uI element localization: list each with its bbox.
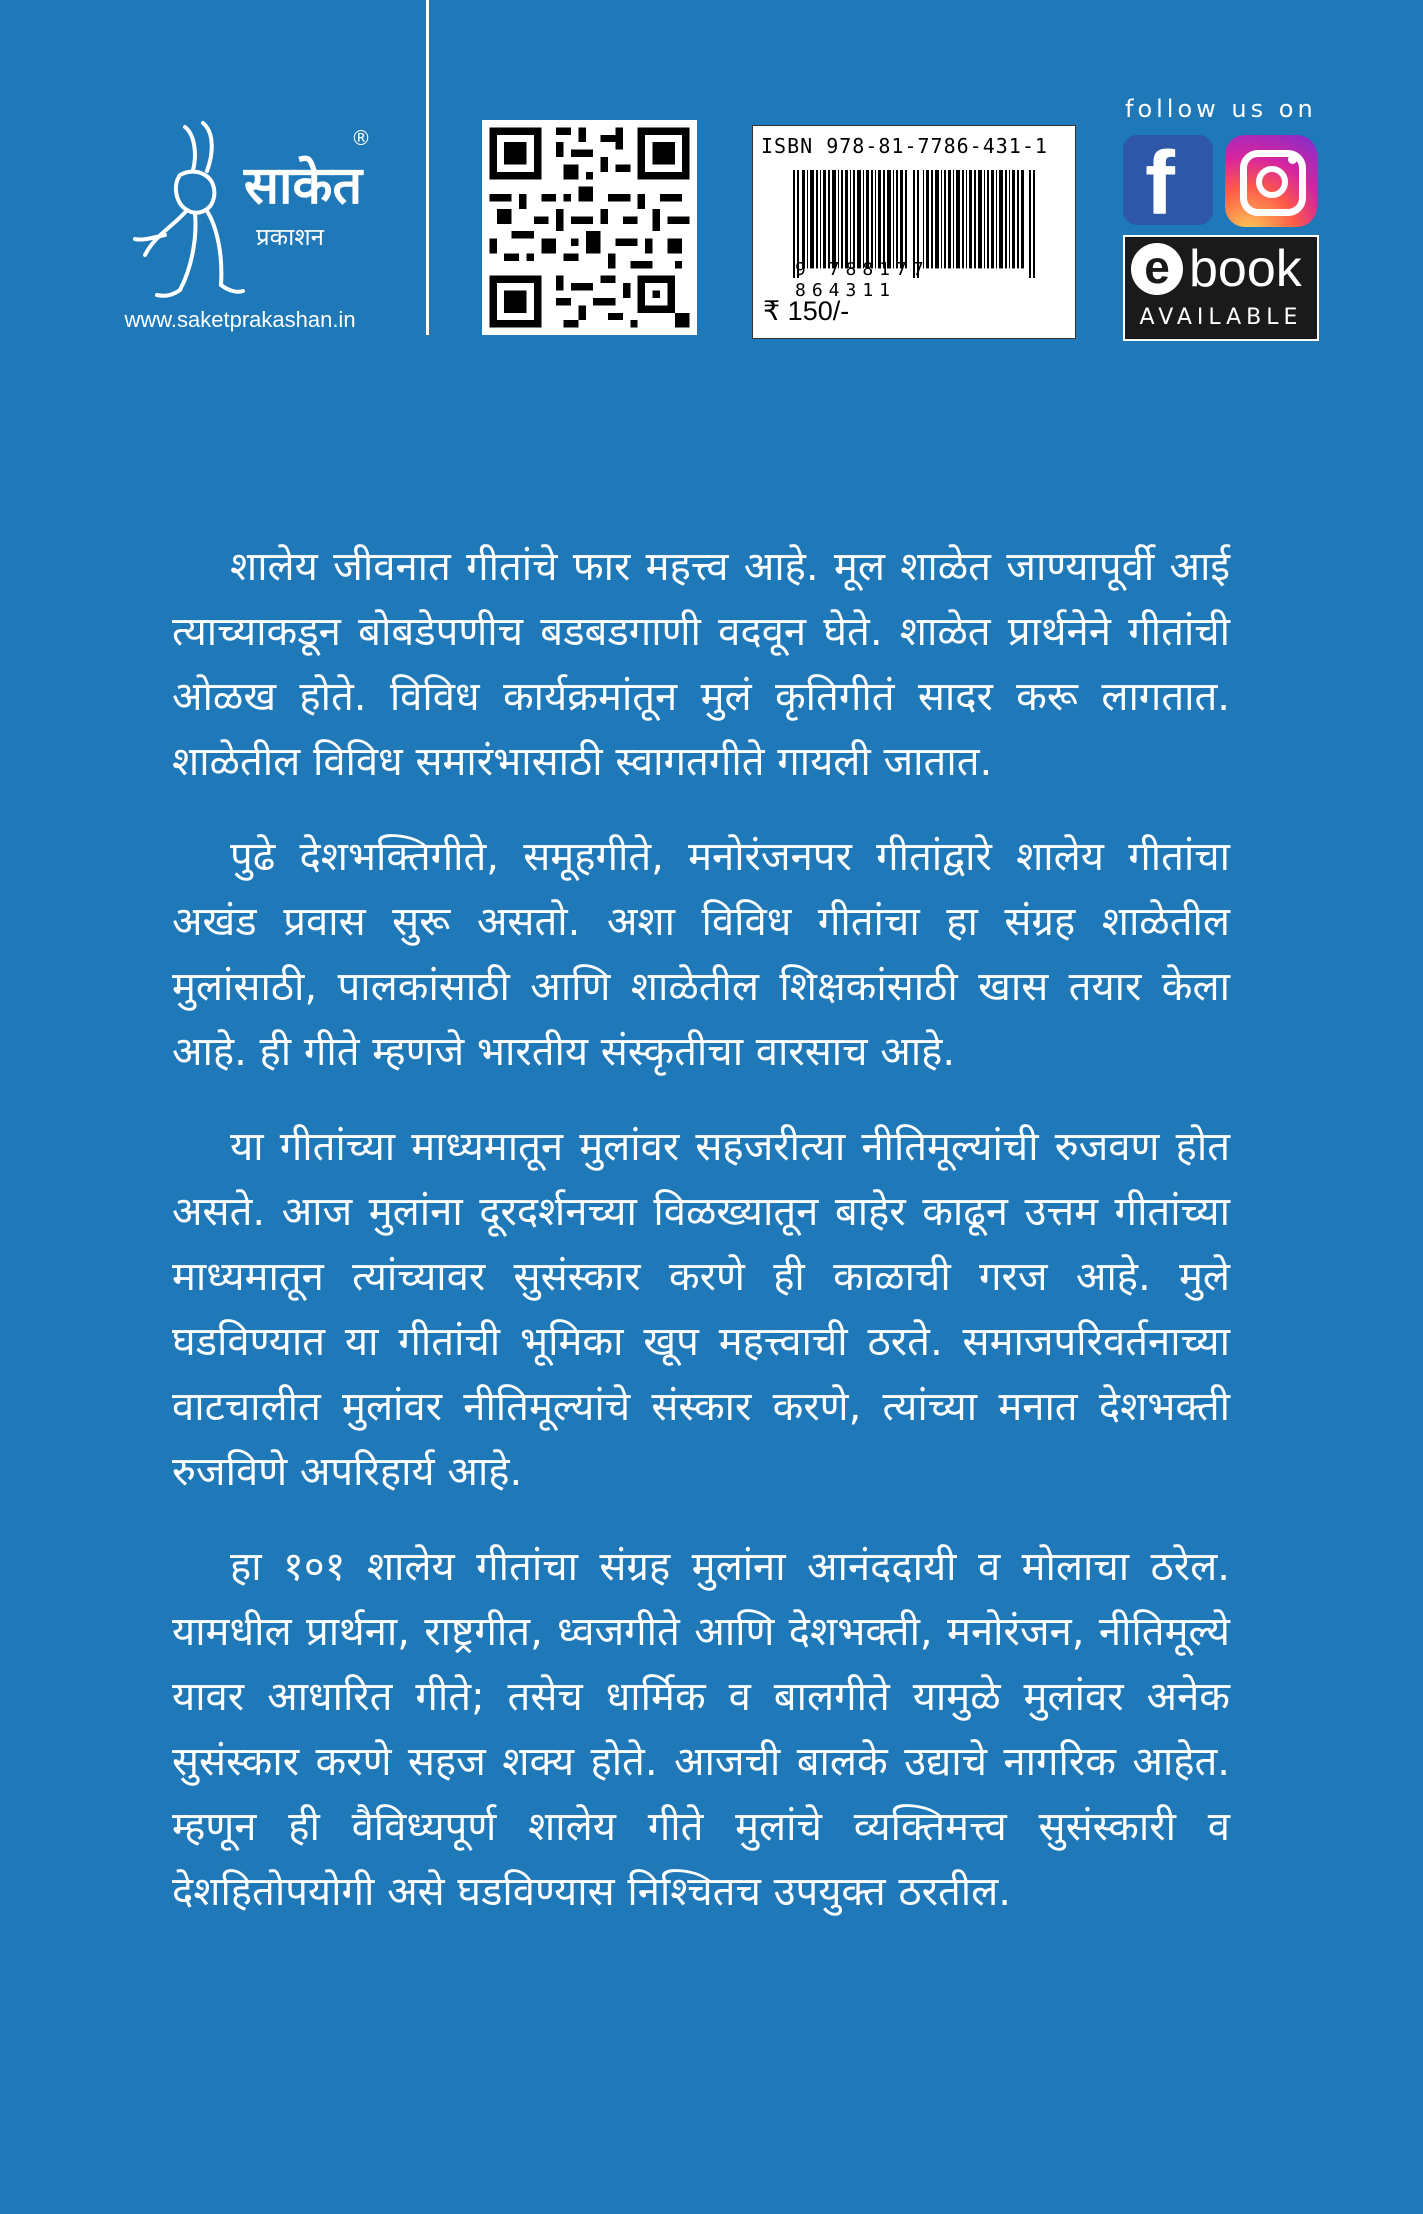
- isbn-barcode-box: [752, 125, 1076, 339]
- rabbit-logo-icon: [125, 115, 375, 305]
- instagram-dot: [1288, 155, 1297, 164]
- facebook-icon[interactable]: [1123, 135, 1213, 225]
- publisher-logo: [70, 115, 410, 340]
- logo-subtext: प्रकाशन: [256, 223, 324, 251]
- vertical-divider: [426, 0, 429, 335]
- qr-code-icon: [482, 120, 697, 335]
- paragraph-3: या गीतांच्या माध्यमातून मुलांवर सहजरीत्या नीतिमूल्यांची रुजवण होत असते. आज मुलांना दूरदर्शनच्या विळख्यातून बाहेर काढून उत्तम गीतांच्या माध्यमातून त्यांच्यावर सुसंस्कार करणे ही काळाची गरज आहे. मुले घडविण्यात या गीतांची भूमिका खूप महत्त्वाची ठरते. समाजपरिवर्तनाच्या वाटचालीत मुलांवर नीतिमूल्यांचे संस्कार करणे, त्यांच्या मनात देशभक्ती रुजविणे अपरिहार्य आहे.: [172, 1124, 1230, 1495]
- instagram-icon[interactable]: [1225, 135, 1317, 227]
- ebook-available-badge[interactable]: [1123, 235, 1319, 341]
- paragraph-1: शालेय जीवनात गीतांचे फार महत्त्व आहे. मूल शाळेत जाण्यापूर्वी आई त्याच्याकडून बोबडेपणीच बडबडगाणी वदवून घेते. शाळेत प्रार्थनेने गीतांची ओळख होते. विविध कार्यक्रमांतून मुलं कृतिगीतं सादर करू लागतात. शाळेतील विविध समारंभासाठी स्वागतगीते गायली जातात.: [172, 544, 1230, 785]
- blurb-text: [172, 535, 1230, 1955]
- ebook-e-icon: e: [1131, 243, 1183, 295]
- social-block: [1118, 95, 1323, 345]
- registered-mark: ®: [351, 126, 371, 150]
- ebook-book-text: book: [1189, 240, 1302, 298]
- logo-text: साकेत: [243, 156, 363, 216]
- barcode-digits: 9 788177 864311: [795, 259, 930, 301]
- qr-code: [482, 120, 697, 335]
- instagram-lens: [1256, 166, 1288, 198]
- facebook-glyph: f: [1145, 135, 1175, 225]
- publisher-website[interactable]: www.saketprakashan.in: [124, 307, 356, 332]
- price: ₹ 150/-: [763, 296, 850, 326]
- isbn-label: ISBN 978-81-7786-431-1: [761, 134, 1048, 158]
- paragraph-2: पुढे देशभक्तिगीते, समूहगीते, मनोरंजनपर गीतांद्वारे शालेय गीतांचा अखंड प्रवास सुरू असतो. अशा विविध गीतांचा हा संग्रह शाळेतील मुलांसाठी, पालकांसाठी आणि शाळेतील शिक्षकांसाठी खास तयार केला आहे. ही गीते म्हणजे भारतीय संस्कृतीचा वारसाच आहे.: [172, 834, 1230, 1075]
- follow-us-text: follow us on: [1125, 95, 1317, 123]
- ebook-available-text: AVAILABLE: [1139, 305, 1303, 330]
- paragraph-4: हा १०१ शालेय गीतांचा संग्रह मुलांना आनंददायी व मोलाचा ठरेल. यामधील प्रार्थना, राष्ट्रगीत, ध्वजगीते आणि देशभक्ती, मनोरंजन, नीतिमूल्ये यावर आधारित गीते; तसेच धार्मिक व बालगीते यामुळे मुलांवर अनेक सुसंस्कार करणे सहज शक्य होते. आजची बालके उद्याचे नागरिक आहेत. म्हणून ही वैविध्यपूर्ण शालेय गीते मुलांचे व्यक्तिमत्त्व सुसंस्कारी व देशहितोपयोगी असे घडविण्यास निश्चितच उपयुक्त ठरतील.: [172, 1544, 1230, 1915]
